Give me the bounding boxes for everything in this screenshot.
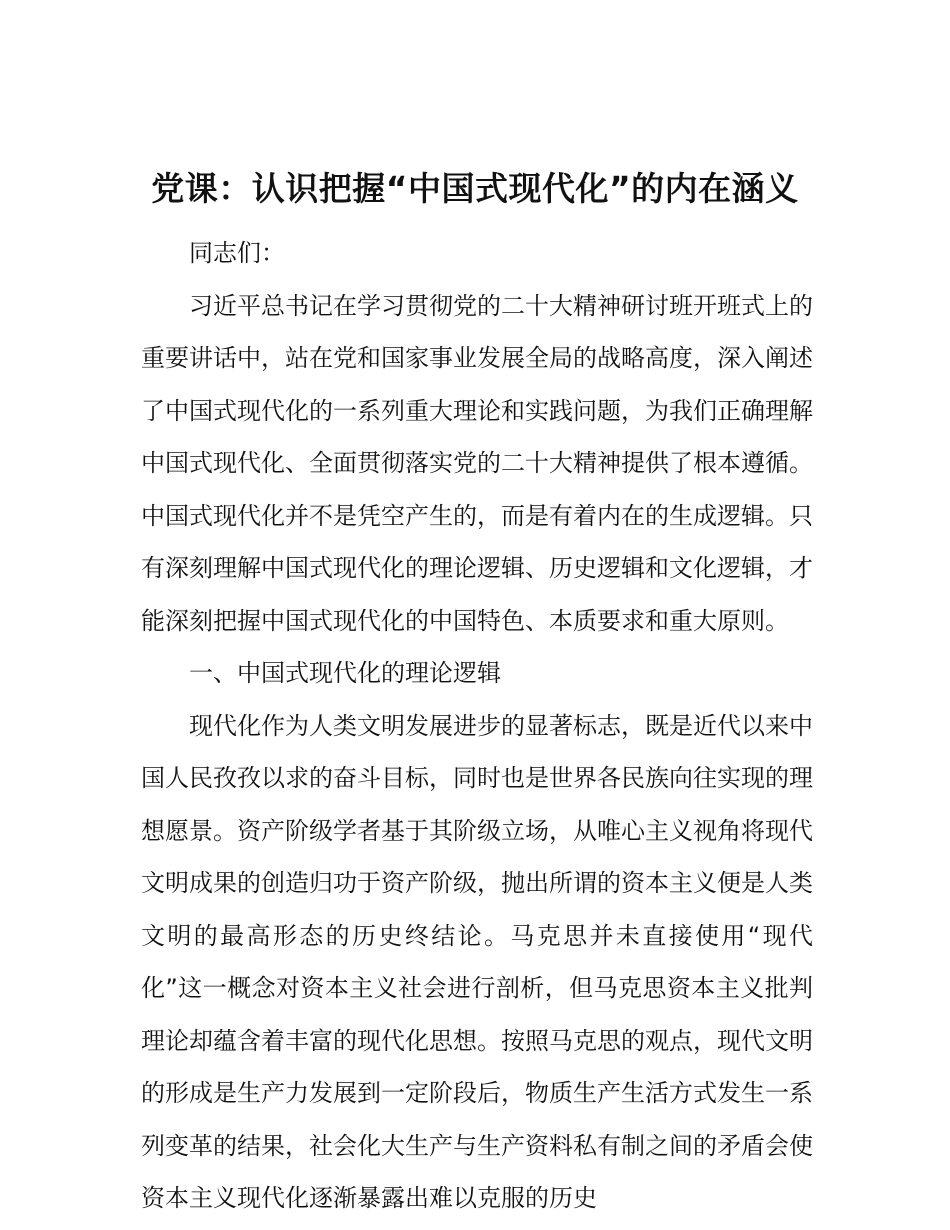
section-heading: 一、中国式现代化的理论逻辑: [189, 659, 501, 687]
greeting: 同志们：: [189, 239, 285, 267]
intro-paragraph: 习近平总书记在学习贯彻党的二十大精神研讨班开班式上的重要讲话中，站在党和国家事业发展全局的战略高度，深入阐述了中国式现代化的一系列重大理论和实践问题，为我们正确理解中国式现代化、全面贯彻落实党的二十大精神提供了根本遵循。中国式现代化并不是凭空产生的，而是有着内在的生成逻辑。只有深刻理解中国式现代化的理论逻辑、历史逻辑和文化逻辑，才能深刻把握中国式现代化的中国特色、本质要求和重大原则。: [141, 291, 813, 635]
section-paragraph: 现代化作为人类文明发展进步的显著标志，既是近代以来中国人民孜孜以求的奋斗目标，同时也是世界各民族向往实现的理想愿景。资产阶级学者基于其阶级立场，从唯心主义视角将现代文明成果的创造归功于资产阶级，抛出所谓的资本主义便是人类文明的最高形态的历史终结论。马克思并未直接使用“现代化”这一概念对资本主义社会进行剖析，但马克思资本主义批判理论却蕴含着丰富的现代化思想。按照马克思的观点，现代文明的形成是生产力发展到一定阶段后，物质生产生活方式发生一系列变革的结果，社会化大生产与生产资料私有制之间的矛盾会使资本主义现代化逐渐暴露出难以克服的历史: [141, 711, 813, 1212]
document-title: 党课：认识把握“中国式现代化”的内在涵义: [151, 169, 799, 208]
document-body: [141, 227, 813, 1225]
